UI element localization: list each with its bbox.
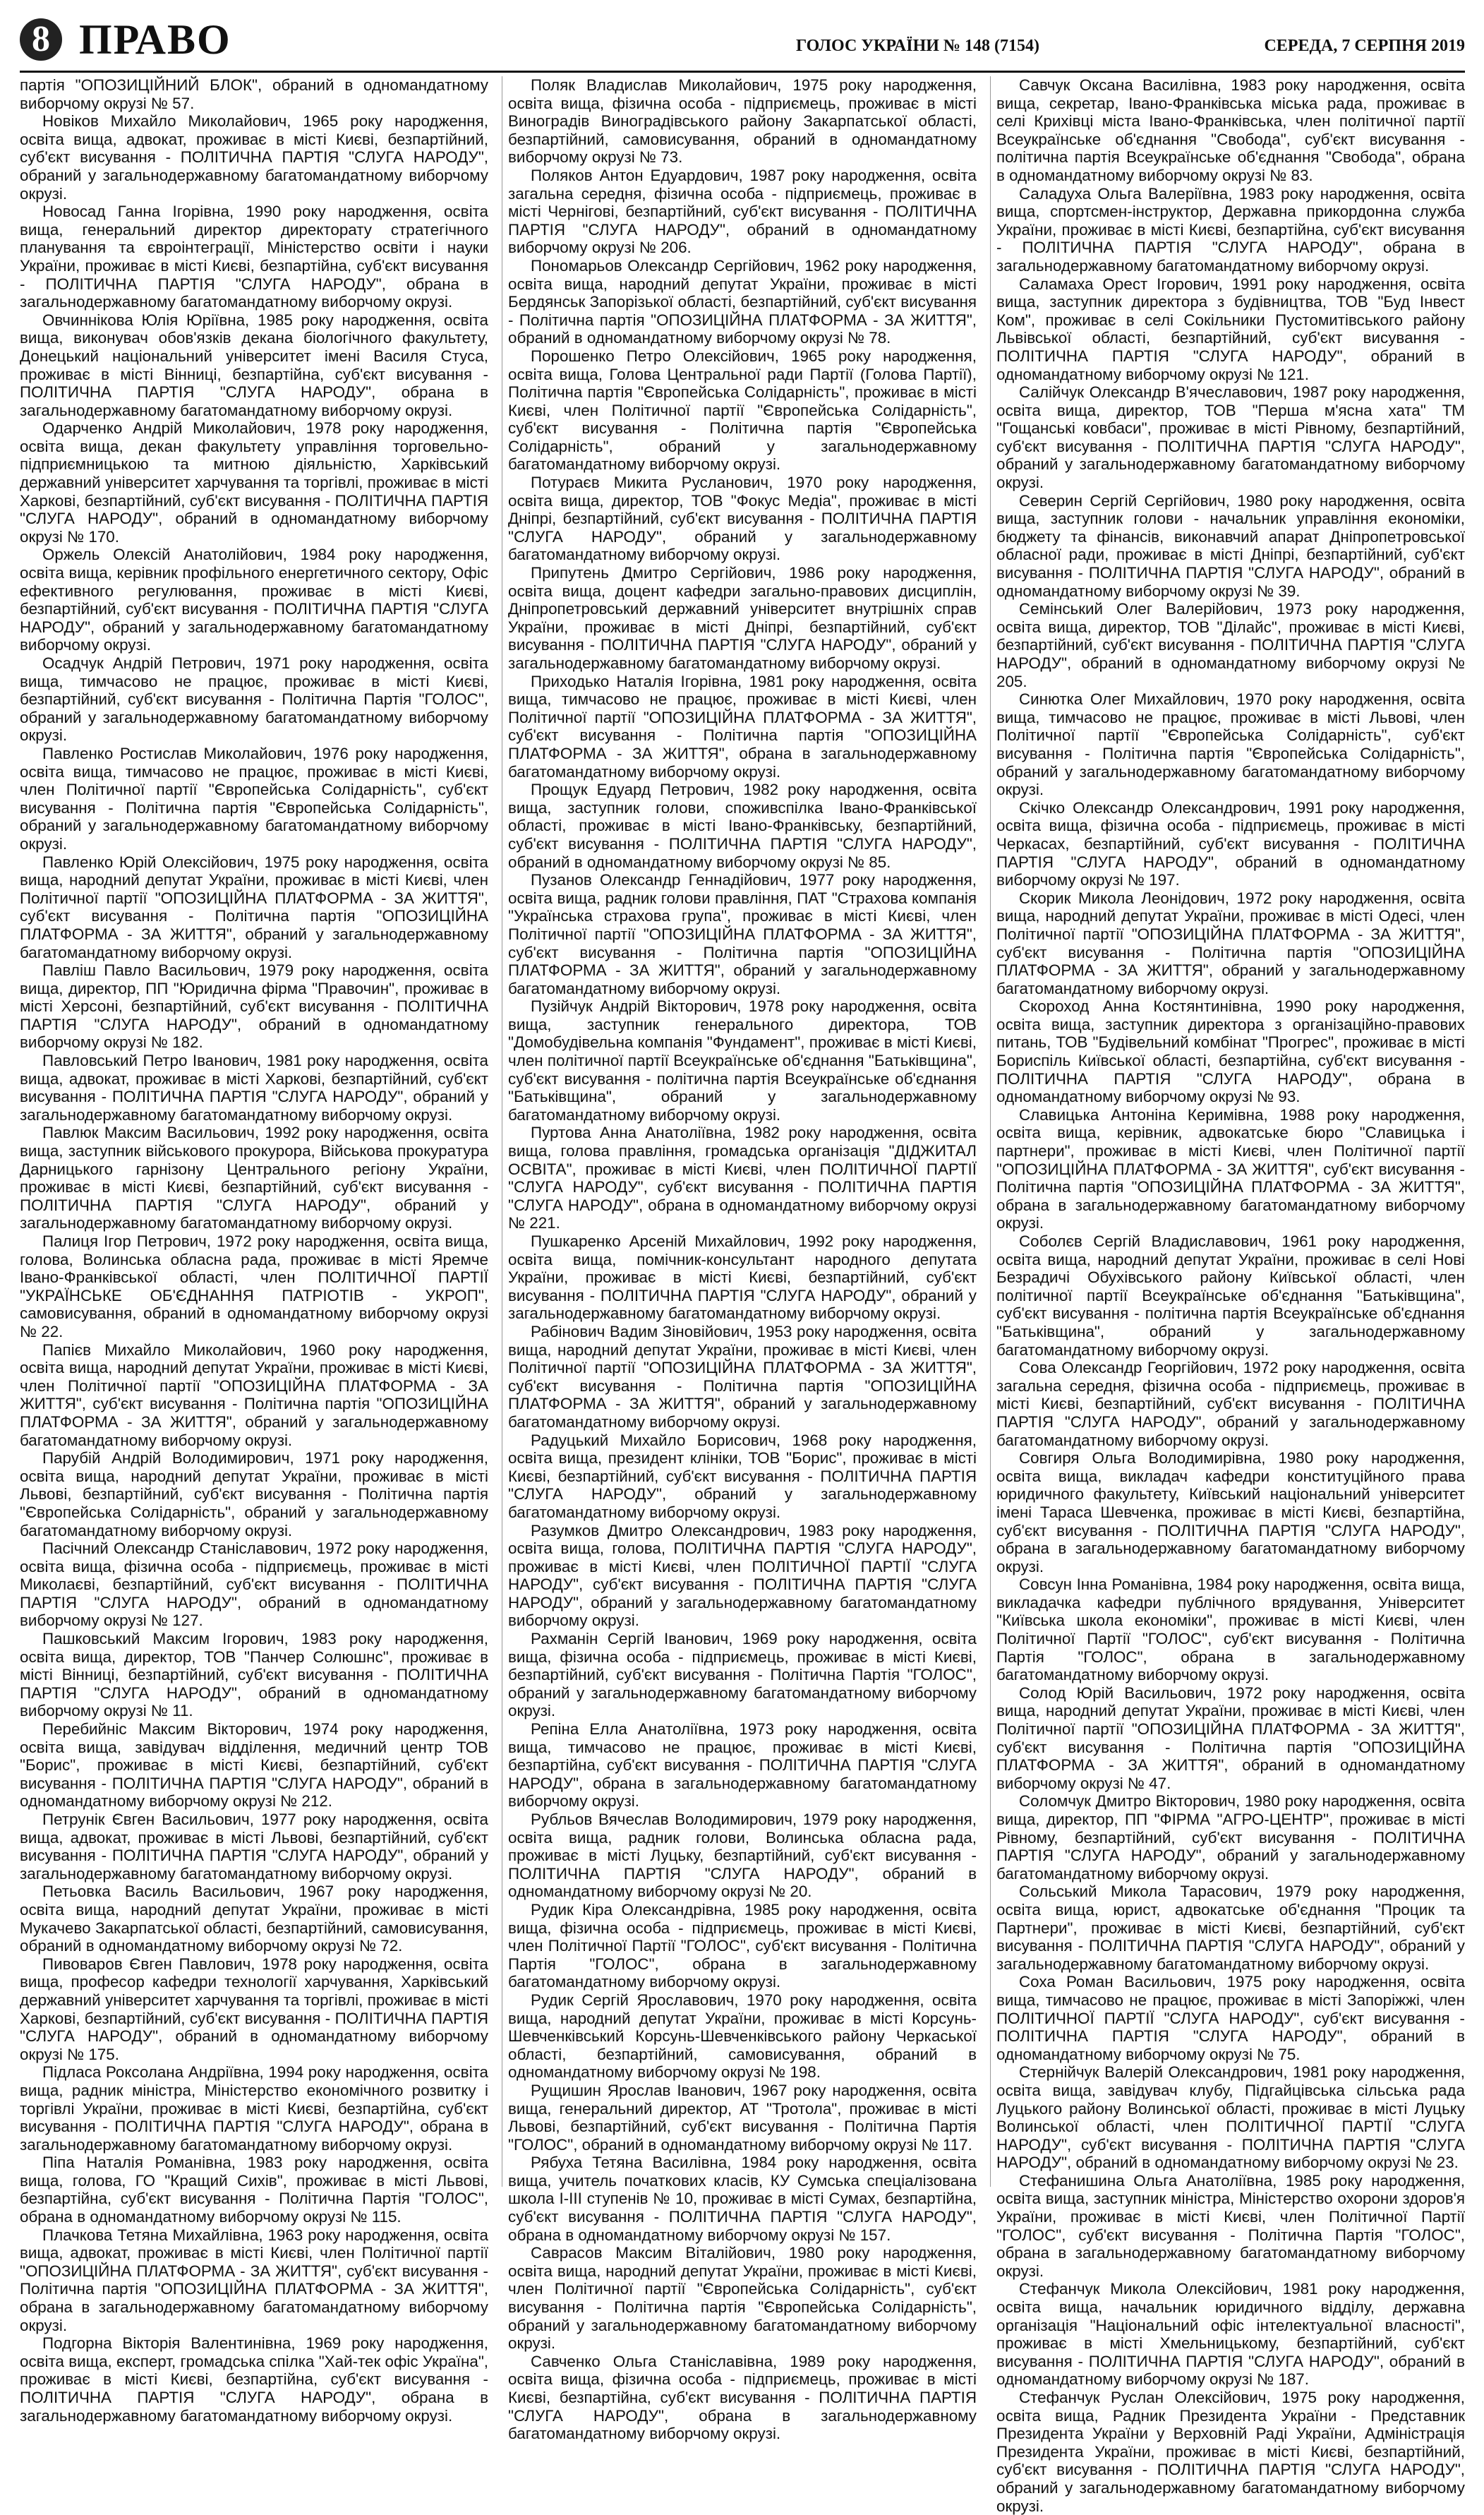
deputy-entry: Стефанчук Руслан Олексійович, 1975 року народження, освіта вища, Радник Президента України - Представник Президента України у Верховній Раді України, Адміністрація Президента України, проживає в місті Києві, безпартійний, суб'єкт висування - ПОЛІТИЧНА ПАРТІЯ "СЛУГА НАРОДУ", обраний у загальнодержавному багатомандатному виборчому окрузі. <box>996 2389 1465 2515</box>
deputy-entry: Сова Олександр Георгійович, 1972 року народження, освіта загальна середня, фізична особа - підприємець, проживає в місті Києві, безпартійний, суб'єкт висування - ПОЛІТИЧНА ПАРТІЯ "СЛУГА НАРОДУ", обраний у загальнодержавному багатомандатному виборчому окрузі. <box>996 1359 1465 1449</box>
deputy-entry: Рахманін Сергій Іванович, 1969 року народження, освіта вища, фізична особа - підприємець, проживає в місті Києві, безпартійний, суб'єкт висування - Політична Партія "ГОЛОС", обраний у загальнодержавному багатомандатному виборчому окрузі. <box>508 1630 977 1720</box>
deputy-entry: Пономарьов Олександр Сергійович, 1962 року народження, освіта вища, народний депутат України, проживає в місті Бердянськ Запорізької області, безпартійний, суб'єкт висування - Політична партія "ОПОЗИЦІЙНА ПЛАТФОРМА - ЗА ЖИТТЯ", обраний в одномандатному виборчому окрузі № 78. <box>508 256 977 347</box>
deputy-entry: Плачкова Тетяна Михайлівна, 1963 року народження, освіта вища, адвокат, проживає в місті Києві, член Політичної партії "ОПОЗИЦІЙНА ПЛАТФОРМА - ЗА ЖИТТЯ", суб'єкт висування - Політична партія "ОПОЗИЦІЙНА ПЛАТФОРМА - ЗА ЖИТТЯ", обрана в загальнодержавному багатомандатному виборчому окрузі. <box>20 2226 488 2334</box>
deputy-entry: Припутень Дмитро Сергійович, 1986 року народження, освіта вища, доцент кафедри загально-правових дисциплін, Дніпропетровський державний університет внутрішніх справ України, проживає в місті Дніпрі, безпартійний, суб'єкт висування - ПОЛІТИЧНА ПАРТІЯ "СЛУГА НАРОДУ", обраний у загальнодержавному багатомандатному виборчому окрузі. <box>508 564 977 672</box>
deputy-entry: Новіков Михайло Миколайович, 1965 року народження, освіта вища, адвокат, проживає в місті Києві, безпартійний, суб'єкт висування - ПОЛІТИЧНА ПАРТІЯ "СЛУГА НАРОДУ", обраний у загальнодержавному багатомандатному виборчому окрузі. <box>20 112 488 203</box>
page-header <box>20 16 1465 66</box>
deputy-entry: Оржель Олексій Анатолійович, 1984 року народження, освіта вища, керівник профільного енергетичного сектору, Офіс ефективного регулювання, проживає в місті Києві, безпартійний, суб'єкт висування - ПОЛІТИЧНА ПАРТІЯ "СЛУГА НАРОДУ", обраний у загальнодержавному багатомандатному виборчому окрузі. <box>20 546 488 654</box>
deputy-entry: Саладуха Ольга Валеріївна, 1983 року народження, освіта вища, спортсмен-інструктор, Державна прикордонна служба України, проживає в місті Києві, безпартійна, суб'єкт висування - ПОЛІТИЧНА ПАРТІЯ "СЛУГА НАРОДУ", обрана в загальнодержавному багатомандатному виборчому окрузі. <box>996 184 1465 275</box>
deputy-entry: Совгиря Ольга Володимирівна, 1980 року народження, освіта вища, викладач кафедри конституційного права юридичного факультету, Київський національний університет імені Тараса Шевченка, проживає в місті Києві, безпартійна, суб'єкт висування - ПОЛІТИЧНА ПАРТІЯ "СЛУГА НАРОДУ", обрана в загальнодержавному багатомандатному виборчому окрузі. <box>996 1449 1465 1575</box>
deputy-entry: Палиця Ігор Петрович, 1972 року народження, освіта вища, голова, Волинська обласна рада, проживає в місті Яремче Івано-Франківської області, член ПОЛІТИЧНОЇ ПАРТІЇ "УКРАЇНСЬКЕ ОБ'ЄДНАННЯ ПАТРІОТІВ - УКРОП", самовисування, обраний в одномандатному виборчому окрузі № 22. <box>20 1232 488 1340</box>
deputy-entry: Павловський Петро Іванович, 1981 року народження, освіта вища, адвокат, проживає в місті Харкові, безпартійний, суб'єкт висування - ПОЛІТИЧНА ПАРТІЯ "СЛУГА НАРОДУ", обраний у загальнодержавному багатомандатному виборчому окрузі. <box>20 1052 488 1124</box>
deputy-entry: Соломчук Дмитро Вікторович, 1980 року народження, освіта вища, директор, ПП "ФІРМА "АГРО-ЦЕНТР", проживає в місті Рівному, безпартійний, суб'єкт висування - ПОЛІТИЧНА ПАРТІЯ "СЛУГА НАРОДУ", обраний у загальнодержавному багатомандатному виборчому окрузі. <box>996 1792 1465 1883</box>
deputy-entry: Савченко Ольга Станіславівна, 1989 року народження, освіта вища, фізична особа - підприємець, проживає в місті Києві, безпартійна, суб'єкт висування - ПОЛІТИЧНА ПАРТІЯ "СЛУГА НАРОДУ", обрана в загальнодержавному багатомандатному виборчому окрузі. <box>508 2352 977 2443</box>
deputy-entry: Рябуха Тетяна Василівна, 1984 року народження, освіта вища, учитель початкових класів, КУ Сумська спеціалізована школа І-ІІІ ступенів № 10, проживає в місті Сумах, безпартійна, суб'єкт висування - ПОЛІТИЧНА ПАРТІЯ "СЛУГА НАРОДУ", обрана в одномандатному виборчому окрузі № 157. <box>508 2154 977 2244</box>
deputy-entry: Подгорна Вікторія Валентинівна, 1969 року народження, освіта вища, експерт, громадська спілка "Хай-тек офіс Україна", проживає в місті Києві, безпартійна, суб'єкт висування - ПОЛІТИЧНА ПАРТІЯ "СЛУГА НАРОДУ", обрана в загальнодержавному багатомандатному виборчому окрузі. <box>20 2334 488 2425</box>
deputy-entry: Солод Юрій Васильович, 1972 року народження, освіта вища, народний депутат України, проживає в місті Києві, член Політичної партії "ОПОЗИЦІЙНА ПЛАТФОРМА - ЗА ЖИТТЯ", суб'єкт висування - Політична партія "ОПОЗИЦІЙНА ПЛАТФОРМА - ЗА ЖИТТЯ", обраний в одномандатному виборчому окрузі № 47. <box>996 1683 1465 1792</box>
header-rule <box>20 71 1465 73</box>
deputy-entry: Соболєв Сергій Владиславович, 1961 року народження, освіта вища, народний депутат України, проживає в селі Нові Безрадичі Обухівського району Київської області, член політичної партії Всеукраїнське об'єднання "Батьківщина", суб'єкт висування - політична партія Всеукраїнське об'єднання "Батьківщина", обраний у загальнодержавному багатомандатному виборчому окрузі. <box>996 1232 1465 1359</box>
deputy-entry: Павленко Юрій Олексійович, 1975 року народження, освіта вища, народний депутат України, проживає в місті Києві, член Політичної партії "ОПОЗИЦІЙНА ПЛАТФОРМА - ЗА ЖИТТЯ", суб'єкт висування - Політична партія "ОПОЗИЦІЙНА ПЛАТФОРМА - ЗА ЖИТТЯ", обраний у загальнодержавному багатомандатному виборчому окрузі. <box>20 853 488 961</box>
newspaper-issue: ГОЛОС УКРАЇНИ № 148 (7154) <box>796 37 1040 55</box>
deputy-entry: Стефанчук Микола Олексійович, 1981 року народження, освіта вища, начальник юридичного відділу, державна організація "Національний офіс інтелектуальної власності", проживає в місті Хмельницькому, безпартійний, суб'єкт висування - ПОЛІТИЧНА ПАРТІЯ "СЛУГА НАРОДУ", обраний в одномандатному виборчому окрузі № 187. <box>996 2280 1465 2389</box>
deputy-entry: Рабінович Вадим Зіновійович, 1953 року народження, освіта вища, народний депутат України, проживає в місті Києві, член Політичної партії "ОПОЗИЦІЙНА ПЛАТФОРМА - ЗА ЖИТТЯ", суб'єкт висування - Політична партія "ОПОЗИЦІЙНА ПЛАТФОРМА - ЗА ЖИТТЯ", обраний у загальнодержавному багатомандатному виборчому окрузі. <box>508 1322 977 1431</box>
deputy-entry: Порошенко Петро Олексійович, 1965 року народження, освіта вища, Голова Центральної ради Партії (Голова Партії), Політична партія "Європейська Солідарність", проживає в місті Києві, член Політичної партії "Європейська Солідарність", суб'єкт висування - Політична партія "Європейська Солідарність", обраний у загальнодержавному багатомандатному виборчому окрузі. <box>508 347 977 474</box>
deputy-entry: Петрунік Євген Васильович, 1977 року народження, освіта вища, адвокат, проживає в місті Львові, безпартійний, суб'єкт висування - ПОЛІТИЧНА ПАРТІЯ "СЛУГА НАРОДУ", обраний у загальнодержавному багатомандатному виборчому окрузі. <box>20 1811 488 1883</box>
deputy-entry: Рудик Сергій Ярославович, 1970 року народження, освіта вища, народний депутат України, проживає в місті Корсунь-Шевченківський Корсунь-Шевченківського району Черкаської області, безпартійний, самовисування, обраний в одномандатному виборчому окрузі № 198. <box>508 1991 977 2082</box>
deputy-entry: Поляков Антон Едуардович, 1987 року народження, освіта загальна середня, фізична особа - підприємець, проживає в місті Чернігові, безпартійний, суб'єкт висування - ПОЛІТИЧНА ПАРТІЯ "СЛУГА НАРОДУ", обраний в одномандатному виборчому окрузі № 206. <box>508 166 977 257</box>
deputy-entry: Папієв Михайло Миколайович, 1960 року народження, освіта вища, народний депутат України, проживає в місті Києві, член Політичної партії "ОПОЗИЦІЙНА ПЛАТФОРМА - ЗА ЖИТТЯ", суб'єкт висування - Політична партія "ОПОЗИЦІЙНА ПЛАТФОРМА - ЗА ЖИТТЯ", обраний у загальнодержавному багатомандатному виборчому окрузі. <box>20 1340 488 1449</box>
deputy-entry: Скічко Олександр Олександрович, 1991 року народження, освіта вища, фізична особа - підприємець, проживає в місті Черкасах, безпартійний, суб'єкт висування - ПОЛІТИЧНА ПАРТІЯ "СЛУГА НАРОДУ", обраний в одномандатному виборчому окрузі № 197. <box>996 798 1465 889</box>
column-1 <box>20 76 488 2425</box>
deputy-entry: Піпа Наталія Романівна, 1983 року народження, освіта вища, голова, ГО "Кращий Сихів", проживає в місті Львові, безпартійна, суб'єкт висування - Політична Партія "ГОЛОС", обрана в одномандатному виборчому окрузі № 115. <box>20 2154 488 2226</box>
deputy-entry: Скороход Анна Костянтинівна, 1990 року народження, освіта вища, заступник директора з організаційно-правових питань, ТОВ "Будівельний комбінат "Прогрес", проживає в місті Бориспіль Київської області, безпартійна, суб'єкт висування - ПОЛІТИЧНА ПАРТІЯ "СЛУГА НАРОДУ", обрана в одномандатному виборчому окрузі № 93. <box>996 997 1465 1106</box>
deputy-entry: Пузанов Олександр Геннадійович, 1977 року народження, освіта вища, радник голови правління, ПАТ "Страхова компанія "Українська страхова група", проживає в місті Києві, член Політичної партії "ОПОЗИЦІЙНА ПЛАТФОРМА - ЗА ЖИТТЯ", суб'єкт висування - Політична партія "ОПОЗИЦІЙНА ПЛАТФОРМА - ЗА ЖИТТЯ", обраний у загальнодержавному багатомандатному виборчому окрузі. <box>508 871 977 997</box>
deputy-entry: Сольський Микола Тарасович, 1979 року народження, освіта вища, юрист, адвокатське об'єднання "Процик та Партнери", проживає в місті Києві, безпартійний, суб'єкт висування - ПОЛІТИЧНА ПАРТІЯ "СЛУГА НАРОДУ", обраний у загальнодержавному багатомандатному виборчому окрузі. <box>996 1883 1465 1973</box>
deputy-entry: Пивоваров Євген Павлович, 1978 року народження, освіта вища, професор кафедри технології харчування, Харківський державний університет харчування та торгівлі, проживає в місті Харкові, безпартійний, суб'єкт висування - ПОЛІТИЧНА ПАРТІЯ "СЛУГА НАРОДУ", обраний в одномандатному виборчому окрузі № 175. <box>20 1955 488 2063</box>
deputy-entry: Северин Сергій Сергійович, 1980 року народження, освіта вища, заступник голови - начальник управління економіки, бюджету та фінансів, виконавчий апарат Дніпропетровської обласної ради, проживає в місті Дніпрі, безпартійний, суб'єкт висування - ПОЛІТИЧНА ПАРТІЯ "СЛУГА НАРОДУ", обраний в одномандатному виборчому окрузі № 39. <box>996 491 1465 600</box>
deputy-entry: Перебийніс Максим Вікторович, 1974 року народження, освіта вища, завідувач відділення, медичний центр ТОВ "Борис", проживає в місті Києві, безпартійний, суб'єкт висування - ПОЛІТИЧНА ПАРТІЯ "СЛУГА НАРОДУ", обраний в одномандатному виборчому окрузі № 212. <box>20 1720 488 1811</box>
deputy-entry: Павлюк Максим Васильович, 1992 року народження, освіта вища, заступник військового прокурора, Військова прокуратура Дарницького гарнізону Центрального регіону України, проживає в місті Києві, безпартійний, суб'єкт висування - ПОЛІТИЧНА ПАРТІЯ "СЛУГА НАРОДУ", обраний у загальнодержавному багатомандатному виборчому окрузі. <box>20 1124 488 1232</box>
deputy-entry: Пуртова Анна Анатоліївна, 1982 року народження, освіта вища, голова правління, громадська організація "ДІДЖИТАЛ ОСВІТА", проживає в місті Києві, член ПОЛІТИЧНОЇ ПАРТІЇ "СЛУГА НАРОДУ", суб'єкт висування - ПОЛІТИЧНА ПАРТІЯ "СЛУГА НАРОДУ", обрана в одномандатному виборчому окрузі № 221. <box>508 1124 977 1232</box>
issue-date: СЕРЕДА, 7 СЕРПНЯ 2019 <box>1264 37 1465 55</box>
deputy-entry: Совсун Інна Романівна, 1984 року народження, освіта вища, викладачка кафедри публічного врядування, Університет "Київська школа економіки", проживає в місті Києві, член Політичної Партії "ГОЛОС", суб'єкт висування - Політична Партія "ГОЛОС", обрана в загальнодержавному багатомандатному виборчому окрузі. <box>996 1575 1465 1684</box>
column-3 <box>990 76 1465 2515</box>
deputy-entry: Салійчук Олександр В'ячеславович, 1987 року народження, освіта вища, директор, ТОВ "Перша м'ясна хата" ТМ "Гощанські ковбаси", проживає в місті Рівному, безпартійний, суб'єкт висування - ПОЛІТИЧНА ПАРТІЯ "СЛУГА НАРОДУ", обраний у загальнодержавному багатомандатному виборчому окрузі. <box>996 383 1465 492</box>
deputy-entry: партія "ОПОЗИЦІЙНИЙ БЛОК", обраний в одномандатному виборчому окрузі № 57. <box>20 76 488 112</box>
deputy-entry: Петьовка Василь Васильович, 1967 року народження, освіта вища, народний депутат України, проживає в місті Мукачево Закарпатської області, безпартійний, самовисування, обраний в одномандатному виборчому окрузі № 72. <box>20 1883 488 1955</box>
deputy-entry: Новосад Ганна Ігорівна, 1990 року народження, освіта вища, генеральний директор директорату стратегічного планування та євроінтеграції, Міністерство освіти і науки України, проживає в місті Києві, безпартійна, суб'єкт висування - ПОЛІТИЧНА ПАРТІЯ "СЛУГА НАРОДУ", обрана в загальнодержавному багатомандатному виборчому окрузі. <box>20 203 488 311</box>
deputy-entry: Савчук Оксана Василівна, 1983 року народження, освіта вища, секретар, Івано-Франківська міська рада, проживає в селі Крихівці міста Івано-Франківська, член політичної партії Всеукраїнське об'єднання "Свобода", суб'єкт висування - політична партія Всеукраїнське об'єднання "Свобода", обрана в одномандатному виборчому окрузі № 83. <box>996 76 1465 184</box>
deputy-entry: Репіна Елла Анатоліївна, 1973 року народження, освіта вища, тимчасово не працює, проживає в місті Києві, безпартійна, суб'єкт висування - ПОЛІТИЧНА ПАРТІЯ "СЛУГА НАРОДУ", обрана в загальнодержавному багатомандатному виборчому окрузі. <box>508 1720 977 1811</box>
column-2 <box>502 76 977 2443</box>
deputy-entry: Пушкаренко Арсеній Михайлович, 1992 року народження, освіта вища, помічник-консультант народного депутата України, проживає в місті Києві, безпартійний, суб'єкт висування - ПОЛІТИЧНА ПАРТІЯ "СЛУГА НАРОДУ", обраний у загальнодержавному багатомандатному виборчому окрузі. <box>508 1232 977 1323</box>
deputy-entry: Овчиннікова Юлія Юріївна, 1985 року народження, освіта вища, виконувач обов'язків декана біологічного факультету, Донецький національний університет імені Василя Стуса, проживає в місті Вінниці, безпартійна, суб'єкт висування - ПОЛІТИЧНА ПАРТІЯ "СЛУГА НАРОДУ", обрана в загальнодержавному багатомандатному виборчому окрузі. <box>20 311 488 419</box>
deputy-entry: Прощук Едуард Петрович, 1982 року народження, освіта вища, заступник голови, споживспілка Івано-Франківської області, проживає в місті Івано-Франківську, безпартійний, суб'єкт висування - ПОЛІТИЧНА ПАРТІЯ "СЛУГА НАРОДУ", обраний в одномандатному виборчому окрузі № 85. <box>508 781 977 871</box>
deputy-entry: Рущишин Ярослав Іванович, 1967 року народження, освіта вища, генеральний директор, АТ "Тротола", проживає в місті Львові, безпартійний, суб'єкт висування - Політична Партія "ГОЛОС", обраний в одномандатному виборчому окрузі № 117. <box>508 2081 977 2154</box>
deputy-entry: Підласа Роксолана Андріївна, 1994 року народження, освіта вища, радник міністра, Міністерство економічного розвитку і торгівлі України, проживає в місті Києві, безпартійна, суб'єкт висування - ПОЛІТИЧНА ПАРТІЯ "СЛУГА НАРОДУ", обрана в загальнодержавному багатомандатному виборчому окрузі. <box>20 2063 488 2154</box>
deputy-entry: Стернійчук Валерій Олександрович, 1981 року народження, освіта вища, завідувач клубу, Підгайцівська сільська рада Луцького району Волинської області, проживає в місті Луцьку Волинської області, член ПОЛІТИЧНОЇ ПАРТІЇ "СЛУГА НАРОДУ", суб'єкт висування - ПОЛІТИЧНА ПАРТІЯ "СЛУГА НАРОДУ", обраний в одномандатному виборчому окрузі № 23. <box>996 2063 1465 2172</box>
deputy-entry: Радуцький Михайло Борисович, 1968 року народження, освіта вища, президент клініки, ТОВ "Борис", проживає в місті Києві, безпартійний, суб'єкт висування - ПОЛІТИЧНА ПАРТІЯ "СЛУГА НАРОДУ", обраний у загальнодержавному багатомандатному виборчому окрузі. <box>508 1431 977 1521</box>
deputy-entry: Потураєв Микита Русланович, 1970 року народження, освіта вища, директор, ТОВ "Фокус Медіа", проживає в місті Дніпрі, безпартійний, суб'єкт висування - ПОЛІТИЧНА ПАРТІЯ "СЛУГА НАРОДУ", обраний у загальнодержавному багатомандатному виборчому окрузі. <box>508 474 977 564</box>
deputy-entry: Славицька Антоніна Керимівна, 1988 року народження, освіта вища, керівник, адвокатське бюро "Славицька і партнери", проживає в місті Києві, член Політичної партії "ОПОЗИЦІЙНА ПЛАТФОРМА - ЗА ЖИТТЯ", суб'єкт висування - Політична партія "ОПОЗИЦІЙНА ПЛАТФОРМА - ЗА ЖИТТЯ", обрана в загальнодержавному багатомандатному виборчому окрузі. <box>996 1105 1465 1232</box>
deputy-entry: Семінський Олег Валерійович, 1973 року народження, освіта вища, директор, ТОВ "Ділайс", проживає в місті Києві, безпартійний, суб'єкт висування - ПОЛІТИЧНА ПАРТІЯ "СЛУГА НАРОДУ", обраний в одномандатному виборчому окрузі № 205. <box>996 600 1465 690</box>
deputy-entry: Саврасов Максим Віталійович, 1980 року народження, освіта вища, народний депутат України, проживає в місті Києві, член Політичної партії "Європейська Солідарність", суб'єкт висування - Політична партія "Європейська Солідарність", обраний у загальнодержавному багатомандатному виборчому окрузі. <box>508 2244 977 2353</box>
deputy-entry: Скорик Микола Леонідович, 1972 року народження, освіта вища, народний депутат України, проживає в місті Одесі, член Політичної партії "ОПОЗИЦІЙНА ПЛАТФОРМА - ЗА ЖИТТЯ", суб'єкт висування - Політична партія "ОПОЗИЦІЙНА ПЛАТФОРМА - ЗА ЖИТТЯ", обраний у загальнодержавному багатомандатному виборчому окрузі. <box>996 889 1465 997</box>
deputy-entry: Стефанишина Ольга Анатоліївна, 1985 року народження, освіта вища, заступник міністра, Міністерство охорони здоров'я України, проживає в місті Києві, член Політичної Партії "ГОЛОС", суб'єкт висування - Політична Партія "ГОЛОС", обрана в загальнодержавному багатомандатному виборчому окрузі. <box>996 2171 1465 2280</box>
deputy-entry: Поляк Владислав Миколайович, 1975 року народження, освіта вища, фізична особа - підприємець, проживає в місті Виноградів Виноградівського району Закарпатської області, безпартійний, самовисування, обраний в одномандатному виборчому окрузі № 73. <box>508 76 977 167</box>
deputy-entry: Соха Роман Васильович, 1975 року народження, освіта вища, тимчасово не працює, проживає в місті Запоріжжі, член ПОЛІТИЧНОЇ ПАРТІЇ "СЛУГА НАРОДУ", суб'єкт висування - ПОЛІТИЧНА ПАРТІЯ "СЛУГА НАРОДУ", обраний в одномандатному виборчому окрузі № 75. <box>996 1973 1465 2063</box>
deputy-entry: Рудик Кіра Олександрівна, 1985 року народження, освіта вища, фізична особа - підприємець, проживає в місті Києві, член Політичної Партії "ГОЛОС", суб'єкт висування - Політична Партія "ГОЛОС", обрана в загальнодержавному багатомандатному виборчому окрузі. <box>508 1900 977 1991</box>
deputy-entry: Павліш Павло Васильович, 1979 року народження, освіта вища, директор, ПП "Юридична фірма "Правочин", проживає в місті Херсоні, безпартійний, суб'єкт висування - ПОЛІТИЧНА ПАРТІЯ "СЛУГА НАРОДУ", обраний в одномандатному виборчому окрузі № 182. <box>20 961 488 1052</box>
deputy-entry: Пасічний Олександр Станіславович, 1972 року народження, освіта вища, фізична особа - підприємець, проживає в місті Миколаєві, безпартійний, суб'єкт висування - ПОЛІТИЧНА ПАРТІЯ "СЛУГА НАРОДУ", обраний в одномандатному виборчому окрузі № 127. <box>20 1539 488 1630</box>
deputy-entry: Приходько Наталія Ігорівна, 1981 року народження, освіта вища, тимчасово не працює, проживає в місті Києві, член Політичної партії "ОПОЗИЦІЙНА ПЛАТФОРМА - ЗА ЖИТТЯ", суб'єкт висування - Політична партія "ОПОЗИЦІЙНА ПЛАТФОРМА - ЗА ЖИТТЯ", обрана в загальнодержавному багатомандатному виборчому окрузі. <box>508 672 977 781</box>
deputy-entry: Осадчук Андрій Петрович, 1971 року народження, освіта вища, тимчасово не працює, проживає в місті Києві, безпартійний, суб'єкт висування - Політична Партія "ГОЛОС", обраний у загальнодержавному багатомандатному виборчому окрузі. <box>20 654 488 745</box>
deputy-entry: Павленко Ростислав Миколайович, 1976 року народження, освіта вища, тимчасово не працює, проживає в місті Києві, член Політичної партії "Європейська Солідарність", суб'єкт висування - Політична партія "Європейська Солідарність", обраний у загальнодержавному багатомандатному виборчому окрузі. <box>20 744 488 853</box>
article-columns <box>20 76 1465 2515</box>
deputy-entry: Пашковський Максим Ігорович, 1983 року народження, освіта вища, директор, ТОВ "Панчер Солюшнс", проживає в місті Вінниці, безпартійний, суб'єкт висування - ПОЛІТИЧНА ПАРТІЯ "СЛУГА НАРОДУ", обраний в одномандатному виборчому окрузі № 11. <box>20 1630 488 1720</box>
deputy-entry: Разумков Дмитро Олександрович, 1983 року народження, освіта вища, голова, ПОЛІТИЧНА ПАРТІЯ "СЛУГА НАРОДУ", проживає в місті Києві, член ПОЛІТИЧНОЇ ПАРТІЇ "СЛУГА НАРОДУ", суб'єкт висування - ПОЛІТИЧНА ПАРТІЯ "СЛУГА НАРОДУ", обраний у загальнодержавному багатомандатному виборчому окрузі. <box>508 1521 977 1630</box>
deputy-entry: Пузійчук Андрій Вікторович, 1978 року народження, освіта вища, заступник генерального директора, ТОВ "Домобудівельна компанія "Фундамент", проживає в місті Києві, член політичної партії Всеукраїнське об'єднання "Батьківщина", суб'єкт висування - політична партія Всеукраїнське об'єднання "Батьківщина", обраний у загальнодержавному багатомандатному виборчому окрузі. <box>508 997 977 1124</box>
deputy-entry: Синютка Олег Михайлович, 1970 року народження, освіта вища, тимчасово не працює, проживає в місті Львові, член Політичної партії "Європейська Солідарність", суб'єкт висування - Політична партія "Європейська Солідарність", обраний у загальнодержавному багатомандатному виборчому окрузі. <box>996 690 1465 799</box>
page-number: 8 <box>20 18 62 61</box>
deputy-entry: Саламаха Орест Ігорович, 1991 року народження, освіта вища, заступник директора з будівництва, ТОВ "Буд Інвест Ком", проживає в селі Сокільники Пустомитівського району Львівської області, безпартійний, суб'єкт висування - ПОЛІТИЧНА ПАРТІЯ "СЛУГА НАРОДУ", обраний в одномандатному виборчому окрузі № 121. <box>996 275 1465 383</box>
section-title: ПРАВО <box>79 16 231 63</box>
deputy-entry: Парубій Андрій Володимирович, 1971 року народження, освіта вища, народний депутат України, проживає в місті Львові, безпартійний, суб'єкт висування - Політична партія "Європейська Солідарність", обраний у загальнодержавному багатомандатному виборчому окрузі. <box>20 1449 488 1539</box>
deputy-entry: Одарченко Андрій Миколайович, 1978 року народження, освіта вища, декан факультету управління торговельно-підприємницькою та митною діяльністю, Харківський державний університет харчування та торгівлі, проживає в місті Харкові, безпартійний, суб'єкт висування - ПОЛІТИЧНА ПАРТІЯ "СЛУГА НАРОДУ", обраний в одномандатному виборчому окрузі № 170. <box>20 419 488 546</box>
deputy-entry: Рубльов Вячеслав Володимирович, 1979 року народження, освіта вища, радник голови, Волинська обласна рада, проживає в місті Луцьку, безпартійний, суб'єкт висування - ПОЛІТИЧНА ПАРТІЯ "СЛУГА НАРОДУ", обраний в одномандатному виборчому окрузі № 20. <box>508 1811 977 1901</box>
